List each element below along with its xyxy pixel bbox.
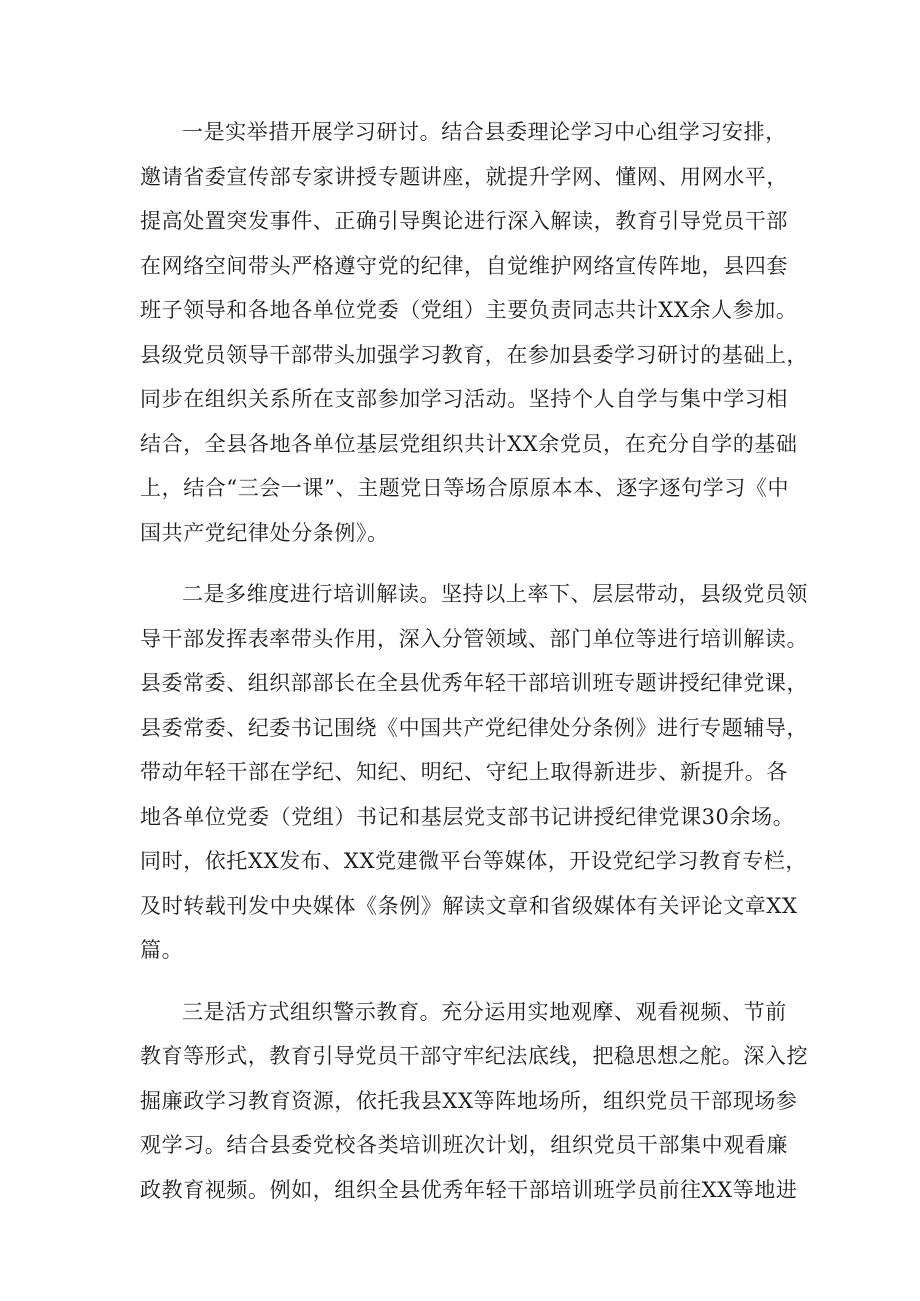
- paragraph-3: [140, 990, 808, 1213]
- text-line: 县委常委、纪委书记围绕《中国共产党纪律处分条例》进行专题辅导，: [140, 715, 808, 740]
- text-line: 县级党员领导干部带头加强学习教育，在参加县委学习研讨的基础上，: [140, 342, 808, 367]
- text-line: 同步在组织关系所在支部参加学习活动。坚持个人自学与集中学习相: [140, 387, 788, 411]
- text-line: 邀请省委宣传部专家讲授专题讲座，就提升学网、懂网、用网水平，: [140, 164, 788, 189]
- text-line: 篇。: [140, 938, 184, 962]
- text-line: 县委常委、组织部部长在全县优秀年轻干部培训班专题讲授纪律党课，: [140, 671, 808, 695]
- text-line: 政教育视频。例如，组织全县优秀年轻干部培训班学员前往XX等地进: [140, 1177, 798, 1202]
- text-line: 同时，依托XX发布、XX党建微平台等媒体，开设党纪学习教育专栏，: [140, 849, 807, 873]
- text-line: 上，结合“三会一课”、主题党日等场合原原本本、逐字逐句学习《中: [140, 476, 790, 500]
- document-body: [140, 110, 808, 1229]
- text-line: 一是实举措开展学习研讨。结合县委理论学习中心组学习安排，: [182, 120, 787, 144]
- text-line: 国共产党纪律处分条例》。: [140, 520, 389, 545]
- paragraph-1: [140, 110, 808, 555]
- text-line: 观学习。结合县委党校各类培训班次计划，组织党员干部集中观看廉: [140, 1133, 788, 1157]
- text-line: 及时转载刊发中央媒体《条例》解读文章和省级媒体有关评论文章XX: [140, 893, 798, 918]
- text-line: 掘廉政学习教育资源，依托我县XX等阵地场所，组织党员干部现场参: [140, 1088, 798, 1113]
- text-line: 教育等形式，教育引导党员干部守牢纪法底线，把稳思想之舵。深入挖: [140, 1044, 808, 1068]
- text-line: 带动年轻干部在学纪、知纪、明纪、守纪上取得新进步、新提升。各: [140, 760, 788, 784]
- text-line: 导干部发挥表率带头作用，深入分管领域、部门单位等进行培训解读。: [140, 626, 808, 651]
- text-line: 三是活方式组织警示教育。充分运用实地观摩、观看视频、节前: [182, 999, 787, 1024]
- text-line: 二是多维度进行培训解读。坚持以上率下、层层带动，县级党员领: [182, 582, 808, 606]
- text-line: 在网络空间带头严格遵守党的纪律，自觉维护网络宣传阵地，县四套: [140, 253, 788, 278]
- text-line: 提高处置突发事件、正确引导舆论进行深入解读，教育引导党员干部: [140, 209, 788, 233]
- text-line: 结合，全县各地各单位基层党组织共计XX余党员，在充分自学的基础: [140, 431, 798, 456]
- text-line: 地各单位党委（党组）书记和基层党支部书记讲授纪律党课30余场。: [140, 804, 795, 829]
- paragraph-2: [140, 572, 808, 973]
- text-line: 班子领导和各地各单位党委（党组）主要负责同志共计XX余人参加。: [140, 298, 798, 322]
